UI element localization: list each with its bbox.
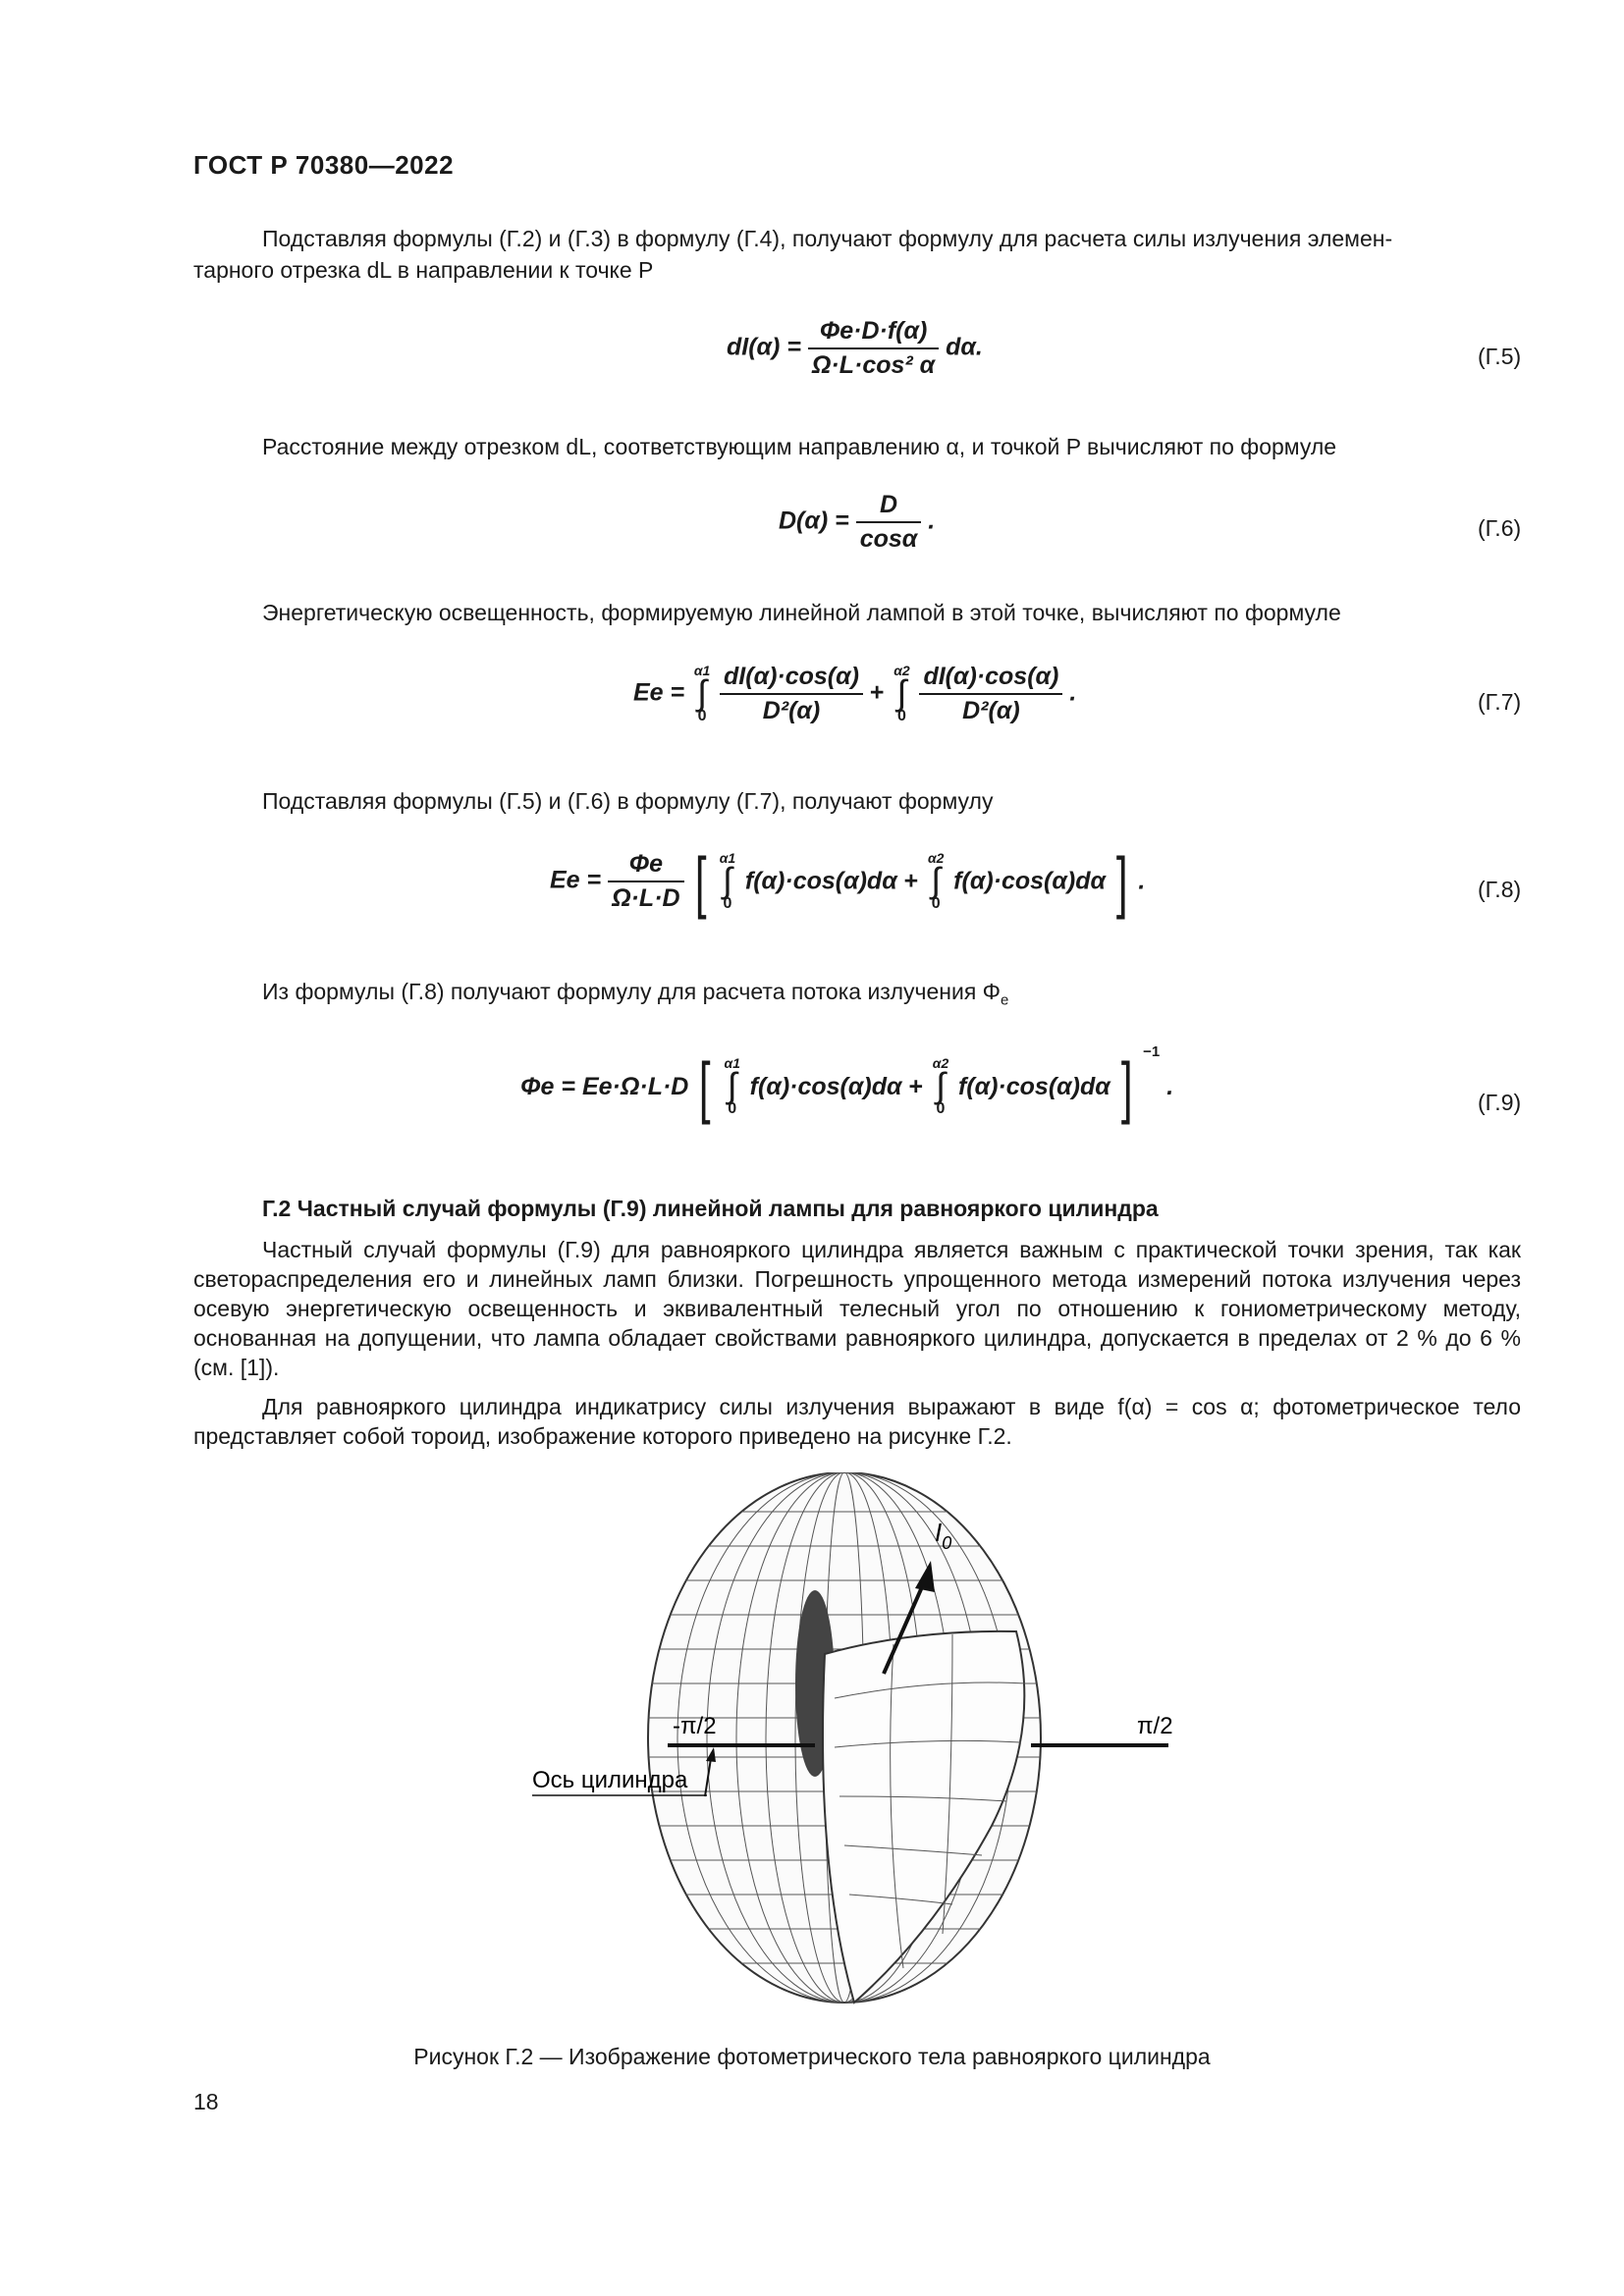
equation-g8-integrand-1: f(α)·cos(α)dα	[744, 867, 897, 895]
equation-g8-numerator: Φe	[608, 850, 684, 882]
equation-g5	[727, 317, 983, 380]
section-paragraph-2: Для равнояркого цилиндра индикатрису силы излучения выражают в виде f(α) = cos α; фотометрическое тело представляет собой тороид, изображение которого приведено на рисунке Г.2.	[193, 1394, 1521, 1449]
paragraph-3: Энергетическую освещенность, формируемую линейной лампой в этой точке, вычисляют по формуле	[262, 600, 1341, 625]
equation-g8-tail: .	[1138, 867, 1146, 895]
equation-g5-lhs: dI(α) =	[727, 333, 801, 361]
equation-g9: Φe = Ee·Ω·L·D [ α1 ∫ 0 f(α)·cos(α)dα + α2 ∫ 0 f(α)·cos(α)dα ] $^{-1}$ .	[520, 1043, 1174, 1126]
equation-g6-denominator: cosα	[859, 525, 918, 553]
equation-g8: Ee = $\frac{\Phi e}{\Omega\cdot L\cdot D}$ [ α1 ∫ 0 f(α)·cos(α)dα + α2 ∫ 0 f(α)·cos(α)dα ] .	[550, 843, 1146, 920]
integral-5-lower-limit: 0	[728, 1100, 737, 1118]
integral-4-lower-limit: 0	[931, 895, 941, 912]
integral-1-lower-limit: 0	[697, 708, 707, 724]
equation-g6-lhs: D(α) =	[779, 507, 849, 535]
paragraph-5	[262, 977, 1008, 1016]
equation-g9-lhs: Φe = Ee·Ω·L·D	[520, 1072, 689, 1100]
integral-2-upper-limit: α2	[893, 663, 910, 678]
equation-g9-tail: .	[1166, 1072, 1174, 1100]
integral-sign-5: α1 ∫ 0	[722, 1056, 743, 1117]
equation-g7-denominator-2: D²(α)	[962, 697, 1020, 724]
integral-4-upper-limit: α2	[927, 850, 945, 866]
integral-3-lower-limit: 0	[723, 895, 732, 912]
integral-6-upper-limit: α2	[932, 1055, 949, 1072]
equation-g6-number: (Г.6)	[1478, 515, 1522, 541]
equation-g7-tail: .	[1069, 678, 1077, 707]
integral-1-upper-limit: α1	[693, 663, 711, 678]
paragraph-1-line-1: Подставляя формулы (Г.2) и (Г.3) в формулу (Г.4), получают формулу для расчета силы излучения элемен-	[262, 226, 1393, 251]
pi-half-label: π/2	[1137, 1713, 1173, 1739]
paragraph-2: Расстояние между отрезком dL, соответствующим направлению α, и точкой P вычисляют по формуле	[262, 434, 1337, 459]
equation-g6	[779, 491, 935, 554]
integral-sign-1: α1 ∫ 0	[691, 664, 713, 724]
integral-sign-4: α2 ∫ 0	[925, 851, 947, 912]
equation-g6-fraction	[856, 491, 922, 554]
equation-g7-fraction-1	[720, 663, 863, 725]
integral-sign-3: α1 ∫ 0	[717, 851, 738, 912]
equation-g7-lhs: Ee =	[633, 678, 685, 707]
paragraph-1-line-2: тарного отрезка dL в направлении к точке P	[193, 257, 654, 283]
paragraph-5-subscript: e	[1001, 991, 1009, 1009]
toroid-drawing	[520, 1472, 1227, 2022]
document-header: ГОСТ Р 70380—2022	[193, 150, 455, 180]
left-bracket: [	[699, 1048, 711, 1126]
integral-5-upper-limit: α1	[724, 1055, 740, 1072]
section-title: Г.2 Частный случай формулы (Г.9) линейной лампы для равнояркого цилиндра	[262, 1196, 1159, 1221]
equation-g7-numerator-2: dI(α)·cos(α)	[919, 663, 1062, 695]
equation-g8-lhs: Ee =	[550, 866, 602, 894]
page-number: 18	[193, 2089, 219, 2114]
equation-g8-number: (Г.8)	[1478, 877, 1522, 902]
equation-g8-integrand-2: f(α)·cos(α)dα	[953, 867, 1106, 895]
equation-g8-fraction	[608, 850, 684, 913]
equation-g9-number: (Г.9)	[1478, 1090, 1522, 1115]
left-bracket: [	[694, 843, 707, 920]
right-bracket: ]	[1120, 1048, 1133, 1126]
integral-3-upper-limit: α1	[719, 850, 736, 866]
paragraph-4: Подставляя формулы (Г.5) и (Г.6) в формулу (Г.7), получают формулу	[262, 788, 994, 814]
integral-6-lower-limit: 0	[936, 1100, 946, 1118]
equation-g5-numerator: Φe·D·f(α)	[808, 317, 939, 349]
cylinder-axis-label: Ось цилиндра	[532, 1767, 688, 1793]
equation-g6-numerator: D	[856, 491, 922, 523]
figure-caption: Рисунок Г.2 — Изображение фотометрического тела равнояркого цилиндра	[413, 2044, 1211, 2069]
equation-g7-denominator-1: D²(α)	[762, 697, 821, 724]
equation-g5-tail: dα.	[946, 333, 983, 361]
section-paragraph-1: Частный случай формулы (Г.9) для равнояркого цилиндра является важным с практической точки зрения, так как светораспределения его и линейных ламп близки. Погрешность упрощенного метода измерений потока излучения через осевую энергетическую освещенность и эквивалентный телесный угол по отношению к гониометрическому методу, основанная на допущении, что лампа обладает свойствами равнояркого цилиндра, допускается в пределах от 2 % до 6 % (см. [1]).	[193, 1237, 1521, 1380]
equation-g9-integrand-1: f(α)·cos(α)dα	[749, 1072, 902, 1100]
figure-toroid	[520, 1472, 1227, 2027]
equation-g9-integrand-2: f(α)·cos(α)dα	[957, 1072, 1110, 1100]
equation-g5-denominator: Ω·L·cos² α	[811, 351, 936, 379]
equation-g9-power: −1	[1143, 1043, 1161, 1060]
integral-2-lower-limit: 0	[897, 708, 906, 724]
equation-g5-fraction	[808, 317, 939, 380]
equation-g7-number: (Г.7)	[1478, 689, 1522, 715]
minus-pi-half-label: -π/2	[673, 1713, 717, 1739]
equation-g6-tail: .	[928, 507, 936, 535]
integral-sign-2: α2 ∫ 0	[891, 664, 912, 724]
equation-g7: Ee = α1 ∫ 0 $\frac{dI(\alpha)\cdot\cos(\alpha)}{\text{D²(α)}}$ + α2 ∫ 0 $\frac{dI(\alpha)\cdot\cos(\alpha)}{\text{D²(α)}}$ .	[633, 663, 1077, 724]
equation-g8-denominator: Ω·L·D	[612, 884, 680, 912]
equation-g5-number: (Г.5)	[1478, 344, 1522, 369]
integral-sign-6: α2 ∫ 0	[930, 1056, 951, 1117]
right-bracket: ]	[1115, 843, 1128, 920]
equation-g7-numerator-1: dI(α)·cos(α)	[720, 663, 863, 695]
paragraph-5-text: Из формулы (Г.8) получают формулу для расчета потока излучения Φ	[262, 979, 1001, 1004]
equation-g7-fraction-2	[919, 663, 1062, 725]
i0-label: $I_0$	[935, 1518, 952, 1553]
